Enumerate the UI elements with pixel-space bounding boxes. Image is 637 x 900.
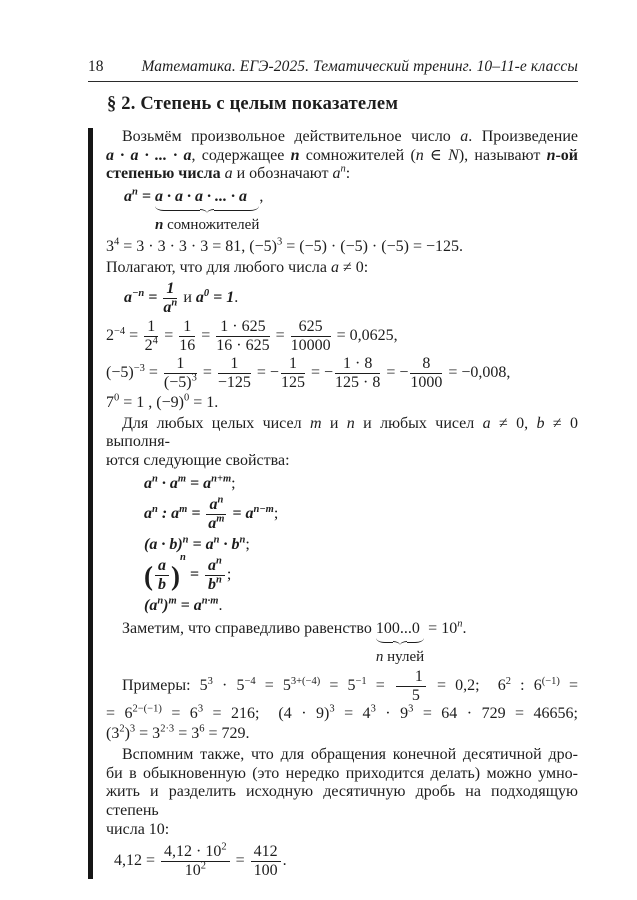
math-run: = 1 (209, 289, 235, 307)
text-line (106, 704, 578, 724)
frac-denominator: 16 (179, 336, 196, 354)
math-run: · 5 (212, 677, 245, 695)
frac-numerator: 1 · 625 (216, 319, 269, 337)
fraction (218, 356, 251, 391)
page-header (88, 58, 578, 82)
operator: · (219, 535, 232, 553)
underbrace-icon (155, 206, 259, 216)
frac-denominator: 125 · 8 (334, 373, 381, 391)
text-run: : (345, 165, 351, 183)
text-run: . (462, 619, 467, 637)
property-power-of-quotient (144, 551, 578, 593)
math-run: : 6 (511, 677, 542, 695)
underbrace-label (376, 649, 424, 666)
math-run: = 0,0625, (332, 327, 398, 345)
exponent: 3+(−4) (290, 676, 321, 687)
math-var: a (149, 596, 158, 614)
paren: ( (144, 535, 150, 553)
exponent: 0 (114, 392, 120, 404)
fraction (161, 841, 230, 880)
math-run: Примеры: 5 (122, 677, 208, 695)
text-run: ; (231, 474, 236, 492)
frac-numerator: 1 (396, 669, 426, 687)
exponent: n (215, 574, 222, 586)
example-2-pow-minus-4 (106, 319, 578, 354)
equals-sign: = (186, 474, 204, 492)
underbrace-group (376, 619, 424, 667)
math-run: (−5) (163, 373, 192, 391)
exponent: 6 (199, 723, 205, 735)
math-run: = 3 · 3 · 3 · 3 = 81, (−5) (119, 238, 277, 256)
frac-numerator (206, 494, 226, 515)
frac-numerator: 1 (164, 356, 197, 374)
exponent: n (217, 494, 224, 506)
math-var: a (149, 535, 158, 553)
math-var: a (144, 504, 152, 522)
exponent: 3 (408, 703, 414, 715)
math-var: b (169, 535, 178, 553)
exponent: n (152, 503, 158, 515)
exponent: n·m (201, 595, 219, 607)
frac-denominator (161, 862, 230, 879)
text-run: . (234, 289, 239, 307)
frac-denominator: 16 · 625 (216, 336, 270, 354)
text-run: и (179, 289, 196, 307)
exponent: 2 (505, 676, 512, 687)
example-zero-exponents (106, 393, 578, 413)
math-var: n (154, 217, 164, 234)
frac-numerator: 1 (163, 281, 177, 299)
math-run: = 1 , (−9) (119, 393, 184, 411)
math-var: n (375, 649, 384, 666)
math-run: = 1. (189, 393, 219, 411)
equals-sign: = (187, 504, 205, 522)
math-var: a (208, 514, 217, 532)
math-run: = 729. (204, 725, 250, 743)
paragraph-intro (106, 128, 578, 184)
math-var: a (124, 187, 132, 205)
math-var: a (205, 535, 214, 553)
exponent: n (157, 595, 164, 607)
property-power-of-product (144, 535, 578, 555)
text-run: и любых чисел (354, 414, 483, 432)
note-powers-of-ten (106, 619, 578, 667)
frac-numerator: a (155, 558, 169, 576)
math-run: a · a · a · ... · a (154, 187, 247, 205)
line-polagayut (106, 259, 578, 278)
exponent: 3 (276, 236, 283, 248)
math-run: = − (306, 364, 333, 382)
text-run: сомножителей ( (299, 146, 416, 164)
text-run: -ой (555, 146, 579, 164)
math-run: ) (124, 725, 130, 743)
fraction (281, 356, 305, 391)
math-run: 10 (184, 862, 201, 880)
paren: ) (163, 596, 169, 614)
exponent: 2−(−1) (132, 703, 162, 715)
text-run: Возьмём произвольное действительное число (122, 128, 461, 145)
formula-negative-exponent (124, 281, 578, 316)
frac-denominator: 1000 (410, 373, 443, 391)
exponent: −n (132, 287, 145, 299)
frac-numerator: 8 (410, 356, 442, 374)
math-run: = (160, 327, 178, 345)
frac-denominator: 10000 (290, 336, 331, 354)
text-line (106, 147, 578, 166)
math-run: 4,12 = (114, 852, 160, 870)
exponent: 3 (207, 676, 213, 687)
math-var: b (207, 575, 216, 593)
frac-numerator: 1 (218, 356, 251, 374)
paragraph-examples (106, 669, 578, 744)
math-run: = 6 (161, 705, 198, 723)
text-run: ; (226, 565, 232, 583)
fraction (164, 356, 197, 391)
math-run: = 0,2; 6 (427, 677, 506, 695)
frac-denominator: 5 (411, 687, 420, 705)
text-line (106, 415, 578, 452)
property-quotient (144, 494, 578, 532)
exponent: −4 (114, 325, 126, 337)
text-run: и обозначают (232, 165, 333, 183)
exponent: 3 (129, 723, 136, 735)
frac-denominator: 100 (253, 862, 278, 880)
math-run: a · a · ... · a (106, 146, 192, 164)
math-var: m (309, 414, 322, 432)
math-var: a (193, 596, 202, 614)
math-var: a (203, 474, 212, 492)
exponent: 2 (200, 860, 206, 872)
text-run: , содержащее (191, 146, 291, 164)
exponent: 4 (152, 335, 158, 347)
fraction (206, 494, 226, 532)
text-line (106, 452, 578, 471)
math-run: = − (252, 364, 279, 382)
exponent: 2 (221, 841, 227, 853)
frac-numerator (161, 841, 230, 862)
text-run: ), называют (458, 146, 547, 164)
exponent: 0 (183, 392, 190, 404)
math-var: a (245, 504, 254, 522)
frac-denominator (206, 515, 226, 532)
math-var: n (546, 146, 556, 164)
operator: : (157, 504, 172, 522)
exponent: n (239, 534, 246, 546)
fraction (144, 319, 158, 354)
exponent: 3 (191, 372, 197, 384)
property-product (144, 474, 578, 494)
math-var: a (171, 504, 180, 522)
text-run: ≠ 0: (338, 259, 369, 277)
right-paren: ) (171, 560, 180, 591)
math-var: a (169, 474, 178, 492)
math-run: · 9 (375, 705, 409, 723)
math-var: n (346, 414, 355, 432)
exponent: −4 (244, 676, 256, 687)
math-run: = 5 (320, 677, 356, 695)
frac-numerator: 1 (281, 356, 305, 374)
math-run: 2 (106, 327, 114, 345)
formula-decimal-conversion (114, 841, 578, 880)
operator: · (157, 474, 170, 492)
math-var: b (536, 414, 545, 432)
math-run: 100...0 (375, 619, 420, 637)
math-var: a (330, 259, 339, 277)
exponent: m (216, 513, 225, 525)
math-run: 4,12 · 10 (164, 843, 222, 861)
equals-sign: = (144, 289, 162, 307)
math-var: a (207, 556, 216, 574)
math-run: = 216; (4 · 9) (203, 705, 330, 723)
math-var: a (332, 165, 341, 183)
text-run: , (259, 187, 264, 205)
text-run: ; (273, 504, 279, 522)
fraction (216, 319, 269, 354)
math-var: a (195, 289, 204, 307)
exponent: 0 (203, 287, 210, 299)
exponent: n (215, 555, 222, 567)
frac-numerator: 1 · 8 (335, 356, 380, 374)
frac-denominator (164, 374, 197, 391)
text-run: и (321, 414, 347, 432)
math-var: n (290, 146, 300, 164)
math-run: = 6 (106, 705, 133, 723)
math-run: = (144, 364, 162, 382)
math-var: a (482, 414, 491, 432)
exponent: 2·3 (160, 723, 175, 735)
math-run: = (231, 852, 249, 870)
exponent: n (457, 618, 463, 630)
text-run: Полагают, что для любого числа (106, 259, 331, 277)
math-run: = (198, 364, 216, 382)
operator: · (157, 535, 170, 553)
frac-numerator: 625 (291, 319, 331, 337)
equals-sign: = (228, 504, 246, 522)
text-run: ≠ 0 выполня- (106, 414, 579, 451)
math-run: 7 (106, 393, 114, 411)
math-run: = (−5) · (−5) · (−5) = −125. (282, 238, 463, 256)
frac-numerator: 1 (179, 319, 195, 337)
text-run: ≠ 0, (490, 414, 537, 432)
exponent: n (213, 534, 220, 546)
property-power-of-power (144, 596, 578, 616)
math-run: = (125, 327, 143, 345)
math-run: n ∈ N (415, 146, 459, 164)
equals-sign: = (176, 596, 194, 614)
exponent: −3 (133, 362, 145, 374)
text-run: сомножителей (163, 217, 260, 234)
running-title: Математика. ЕГЭ-2025. Тематический тренинг. 10–11-е классы (141, 58, 578, 75)
math-run: (3 (106, 725, 120, 743)
example-minus5-pow-minus-3 (106, 356, 578, 391)
exponent: 4 (114, 236, 120, 248)
text-run: степенью числа (106, 165, 225, 183)
paren: ) (177, 535, 183, 553)
text-run: . (218, 596, 223, 614)
math-var: a (460, 128, 469, 145)
frac-denominator (205, 576, 225, 593)
math-run: 2 (144, 336, 153, 354)
frac-denominator (144, 337, 158, 354)
text-line: би в обыкновенную (это нередко приходится делать) можно умно- (106, 764, 578, 782)
fraction (163, 281, 177, 316)
math-run: = 10 (424, 619, 458, 637)
math-run: = 4 (334, 705, 371, 723)
text-line: числа 10: (106, 820, 170, 838)
math-var: a (124, 289, 132, 307)
math-var: b (231, 535, 240, 553)
frac-denominator: 125 (280, 373, 305, 391)
text-run: Заметим, что справедливо равенство (122, 619, 376, 637)
exponent: m (177, 473, 187, 485)
fraction (396, 669, 426, 704)
math-var: a (144, 474, 152, 492)
math-var: a (224, 165, 233, 183)
exponent: n (182, 534, 189, 546)
fraction (410, 356, 442, 391)
paren: ( (144, 596, 150, 614)
equals-sign: = (137, 187, 155, 205)
text-run: ются следующие свойства: (106, 452, 290, 470)
math-run: = (366, 677, 394, 695)
exponent: n+m (211, 473, 232, 485)
math-run: = − (382, 364, 409, 382)
page-number: 18 (88, 58, 104, 75)
math-var: a (209, 495, 218, 513)
math-run: = (559, 677, 579, 695)
text-line (106, 165, 578, 184)
frac-denominator: −125 (217, 373, 251, 391)
frac-numerator (205, 555, 225, 576)
exponent: 3 (370, 703, 376, 715)
text-run: ; (245, 535, 250, 553)
text-run: . (282, 852, 287, 870)
exponent: (−1) (541, 676, 560, 687)
frac-numerator: 412 (251, 844, 281, 862)
underbrace-label (155, 217, 259, 234)
math-run: (−5) (106, 364, 134, 382)
frac-denominator (163, 299, 177, 316)
content-block (88, 128, 578, 879)
fraction (335, 356, 380, 391)
section-title: § 2. Степень с целым показателем (107, 94, 399, 114)
text-run: . Произведение (468, 128, 579, 145)
text-line: Вспомним также, что для обращения конечной десятичной дро- (122, 746, 578, 764)
line-powers-example (106, 237, 578, 257)
left-paren: ( (144, 560, 153, 591)
frac-numerator: 1 (144, 319, 158, 337)
text-line (106, 669, 578, 704)
text-line: жить и разделить исходную десятичную дробь на подходящую степень (106, 783, 578, 819)
exponent: 2 (119, 723, 125, 735)
frac-denominator: b (158, 575, 166, 593)
fraction (155, 558, 169, 593)
paragraph-properties-intro (106, 415, 578, 471)
text-line (106, 724, 578, 744)
math-run: = (271, 327, 289, 345)
math-var: a (163, 298, 172, 316)
exponent: n (340, 163, 346, 175)
math-run: = −0,008, (444, 364, 511, 382)
equals-sign: = (185, 565, 203, 583)
exponent: m (179, 503, 188, 515)
exponent: n (132, 186, 138, 198)
exponent: 3 (329, 703, 335, 715)
exponent: n−m (253, 503, 274, 515)
underbrace-icon (376, 638, 424, 648)
text-line (106, 128, 578, 147)
text-run: нулей (383, 649, 425, 666)
exponent: m (168, 595, 177, 607)
exponent: n (171, 297, 178, 309)
fraction (291, 319, 331, 354)
math-run: = (197, 327, 215, 345)
equals-sign: = (188, 535, 206, 553)
math-run: 3 (106, 238, 114, 256)
math-run: = 64 · 729 = 46656; (413, 705, 578, 723)
formula-power-definition (124, 187, 578, 235)
exponent: −1 (355, 676, 367, 687)
underbrace-group (155, 187, 259, 235)
exponent: n (180, 551, 186, 563)
fraction (179, 319, 195, 354)
math-run: = 3 (135, 725, 161, 743)
text-run: Для любых целых чисел (122, 414, 310, 432)
fraction (251, 844, 281, 879)
math-run: = 5 (255, 677, 291, 695)
paragraph-decimal-note (106, 746, 578, 839)
exponent: 3 (197, 703, 204, 715)
math-run: = 3 (174, 725, 200, 743)
fraction (205, 555, 225, 593)
exponent: n (152, 473, 158, 485)
